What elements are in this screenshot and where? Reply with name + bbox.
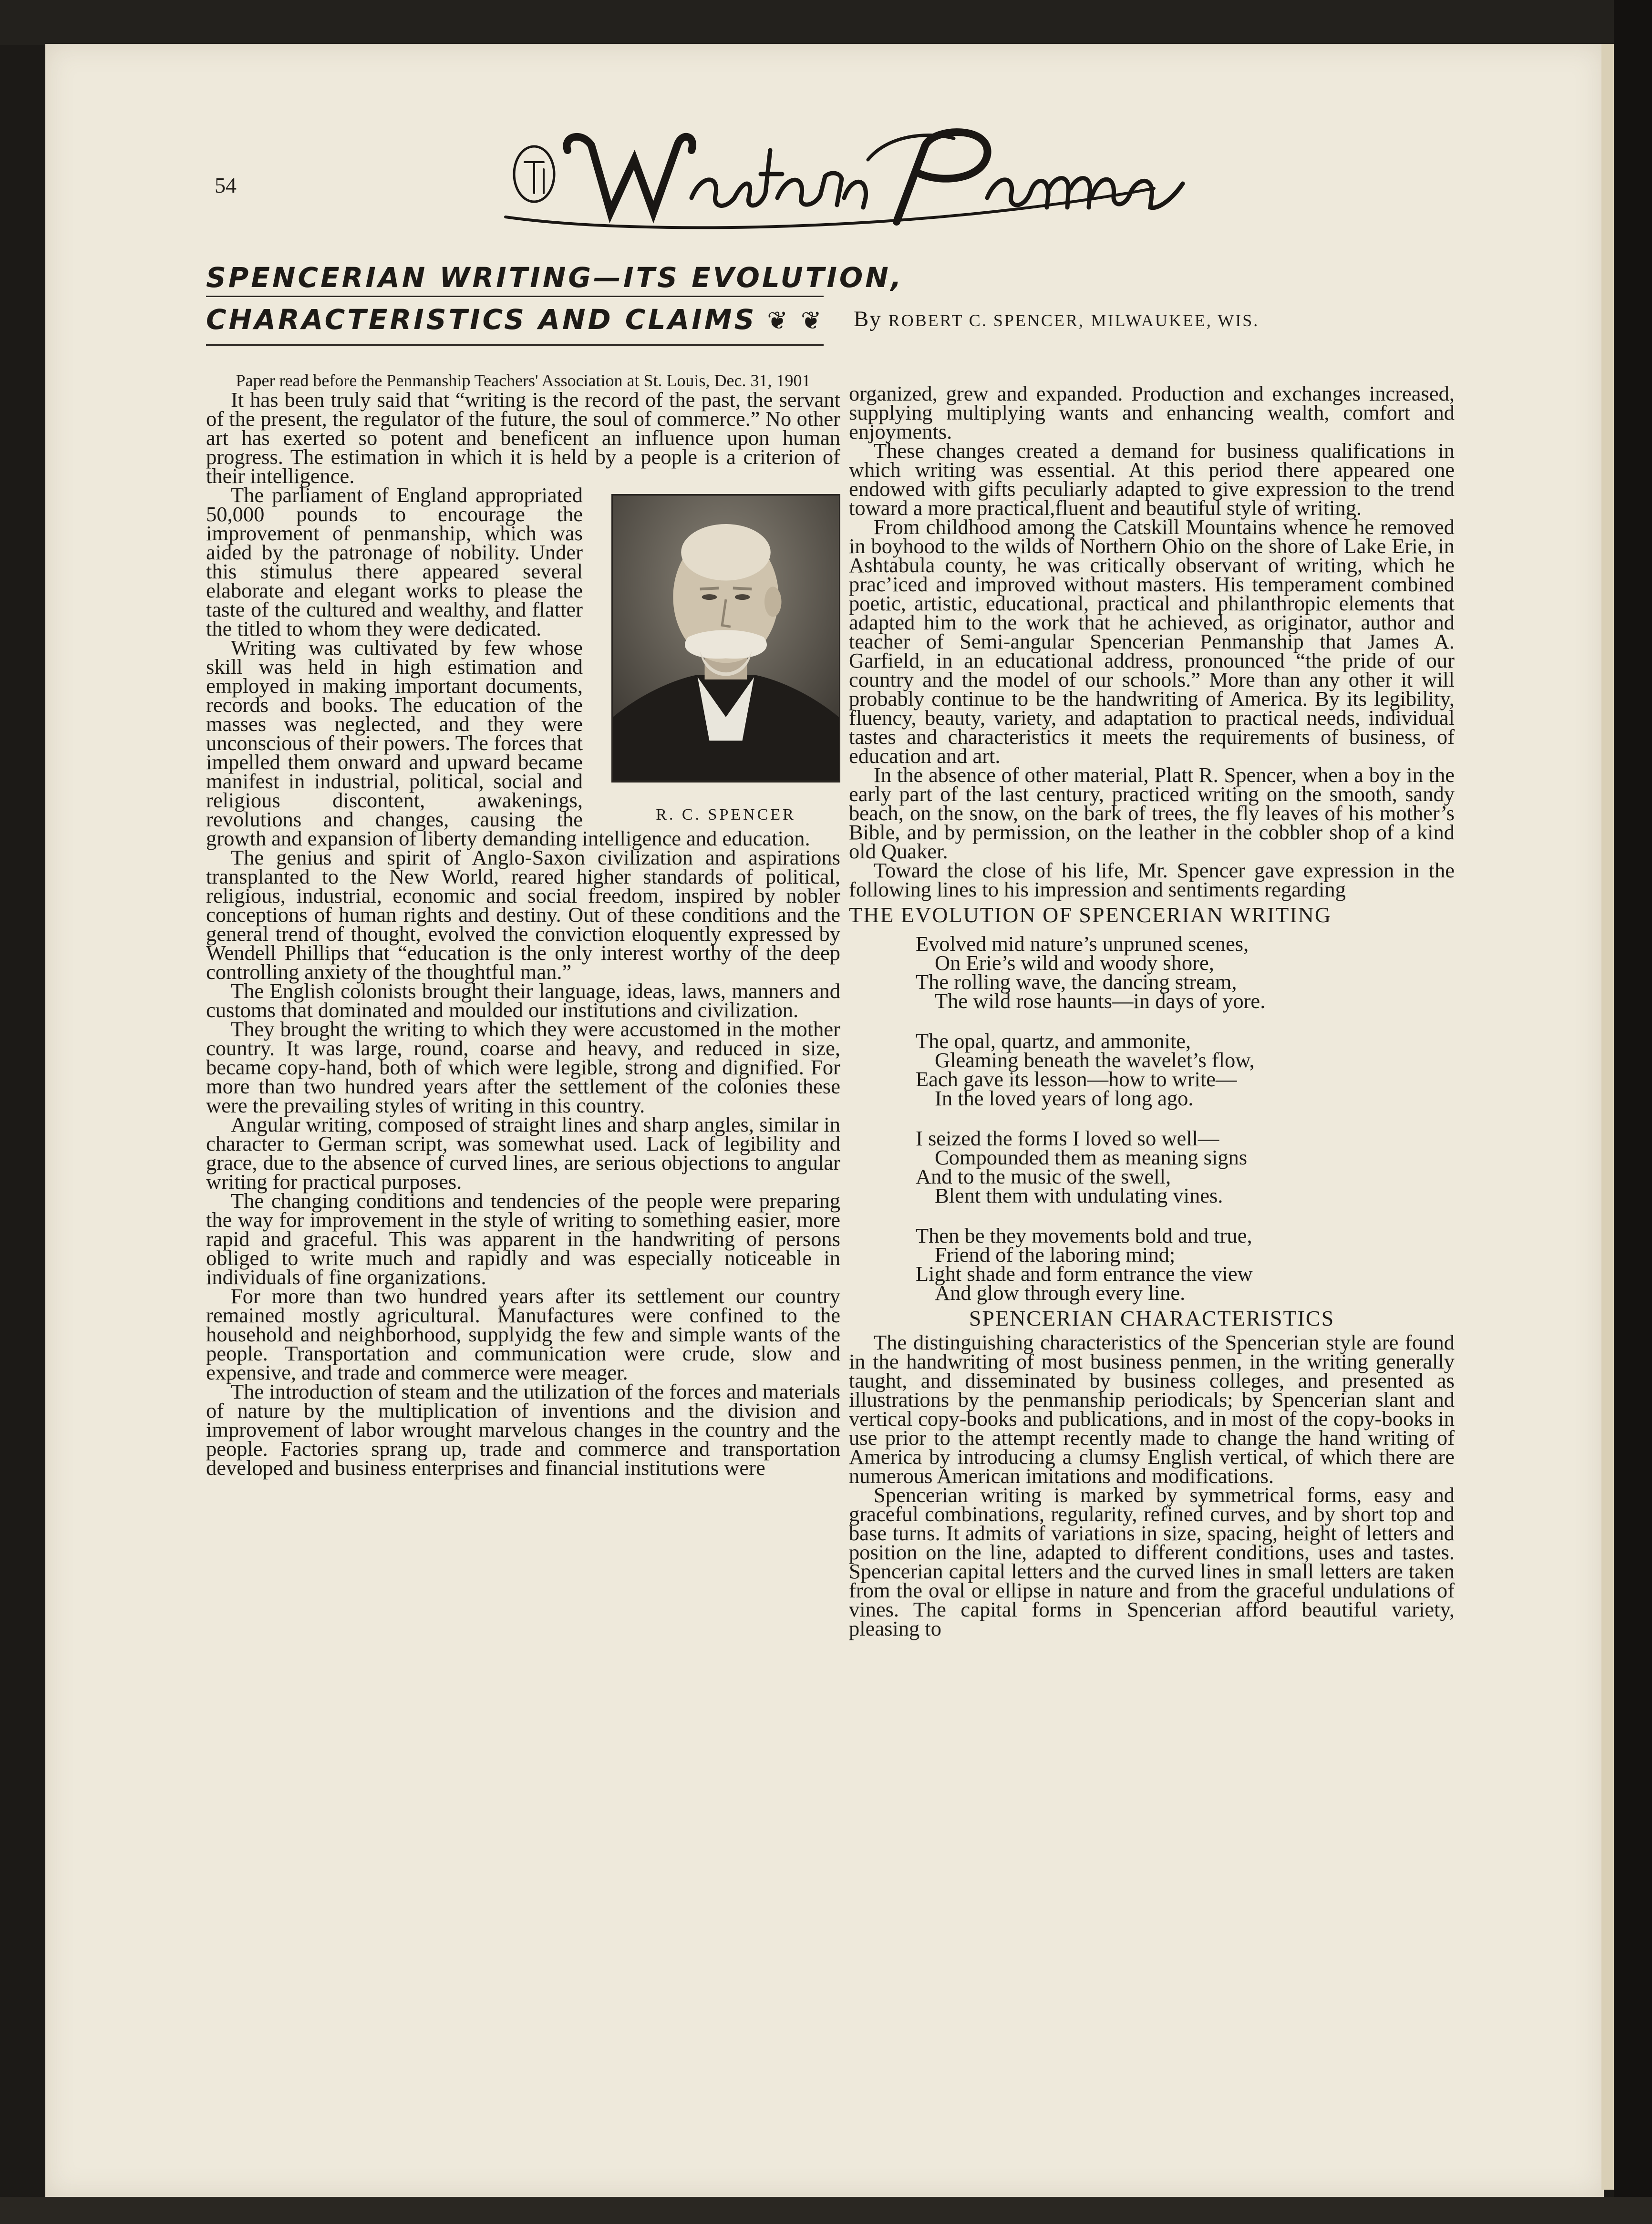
- poem-line: Gleaming beneath the wavelet’s flow,: [935, 1048, 1255, 1072]
- body-paragraph: For more than two hundred years after its settlement our country remained mostly agricultural. Manufactures were confined to the household and neighborhood, supplyidg the few and simple wants of the people. Transportation and communication were crude, slow and expensive, and trade and commerce were meager.: [206, 1284, 840, 1384]
- article-title-line-2: [206, 303, 824, 336]
- byline: [854, 306, 1259, 332]
- body-paragraph: Toward the close of his life, Mr. Spencer gave expression in the following lines to his impression and sentiments regarding: [849, 858, 1455, 901]
- masthead-script-lettering: [496, 117, 1192, 255]
- body-paragraph: organized, grew and expanded. Production and exchanges increased, supplying multiplying wants and enhancing wealth, comfort and enjoyments.: [849, 381, 1455, 443]
- poem-title: THE EVOLUTION OF SPENCERIAN WRITING: [849, 903, 1332, 927]
- poem-line: Evolved mid nature’s unpruned scenes,: [916, 932, 1249, 956]
- portrait-caption: R. C. SPENCER: [656, 806, 796, 824]
- portrait-figure: [611, 494, 840, 824]
- poem-line: Then be they movements bold and true,: [916, 1224, 1252, 1247]
- portrait-photo: [611, 494, 840, 783]
- title-rule-top: [206, 296, 824, 297]
- body-paragraph: These changes created a demand for business qualifications in which writing was essential. At this period there appeared one endowed with gifts peculiarly adapted to give expression to the trend toward a more practical,fluent and beautiful style of writing.: [849, 439, 1455, 520]
- presentation-note: Paper read before the Penmanship Teachers' Association at St. Louis, Dec. 31, 1901: [236, 371, 811, 390]
- poem-stanza: [916, 932, 1455, 1013]
- poem-line: And glow through every line.: [935, 1281, 1186, 1305]
- byline-place: MILWAUKEE, WIS.: [1091, 311, 1260, 330]
- poem-line: The wild rose haunts—in days of yore.: [935, 989, 1266, 1013]
- body-paragraph: The parliament of England appropriated 50,000 pounds to encourage the improvement of penmanship, which was aided by the patronage of nobility. Under this stimulus there appeared several elaborate and elegant works to please the taste of the cultured and wealthy, and flatter the titled to whom they were dedicated.: [206, 483, 583, 640]
- body-paragraph: Angular writing, composed of straight lines and sharp angles, similar in character to German script, was somewhat used. Lack of legibility and grace, due to the absence of curved lines, are serious objections to angular writing for practical purposes.: [206, 1112, 840, 1194]
- body-paragraph: In the absence of other material, Platt R. Spencer, when a boy in the early part of the last century, practiced writing on the smooth, sandy beach, on the snow, on the bark of trees, the fly leaves of his mother’s Bible, and by permission, on the leather in the cobbler shop of a kind old Quaker.: [849, 763, 1455, 863]
- article-title-line-2-text: CHARACTERISTICS AND CLAIMS: [206, 303, 757, 336]
- article-title-line-1: SPENCERIAN WRITING—ITS EVOLUTION,: [206, 261, 904, 294]
- body-paragraph: The introduction of steam and the utilization of the forces and materials of nature by the multiplication of inventions and the division and improvement of labor wrought marvelous changes in the country and the people. Factories sprang up, trade and commerce and transportation developed and business enterprises and financial institutions were: [206, 1380, 840, 1480]
- poem-line: Each gave its lesson—how to write—: [916, 1067, 1237, 1091]
- body-paragraph: It has been truly said that “writing is the record of the past, the servant of the present, the regulator of the future, the soul of commerce.” No other art has exerted so potent and beneficent an influence upon human progress. The estimation in which it is held by a people is a criterion of their intelligence.: [206, 388, 840, 488]
- poem-line: The rolling wave, the dancing stream,: [916, 970, 1237, 994]
- poem-stanza: [916, 1031, 1455, 1108]
- body-paragraph: Spencerian writing is marked by symmetrical forms, easy and graceful combinations, regularity, refined curves, and by short top and base turns. It admits of variations in size, spacing, height of letters and position on the line, adapted to different conditions, uses and tastes. Spencerian capital letters and the curved lines in small letters are taken from the oval or ellipse in nature and from the graceful undulations of vines. The capital forms in Spencerian afford beautiful variety, pleasing to: [849, 1483, 1455, 1640]
- poem-line: The opal, quartz, and ammonite,: [916, 1029, 1191, 1053]
- body-paragraph: The distinguishing characteristics of the Spencerian style are found in the handwriting of most business penmen, in the writing generally taught, and disseminated by business colleges, and presented as illustrations by the penmanship periodicals; by Spencerian slant and vertical copy-books and publications, and in most of the copy-books in use prior to the attempt recently made to change the hand writing of America by introducing a clumsy English vertical, of which there are numerous American imitations and modifications.: [849, 1330, 1455, 1488]
- byline-author: ROBERT C. SPENCER,: [888, 311, 1084, 330]
- poem-line: Light shade and form entrance the view: [916, 1262, 1253, 1286]
- page-number: 54: [215, 173, 237, 197]
- poem-stanza: [916, 1126, 1455, 1207]
- poem-line: I seized the forms I loved so well—: [916, 1126, 1219, 1150]
- body-paragraph: Writing was cultivated by few whose skill was held in high estimation and employed in making important documents, records and books. The education of the masses was neglected, and they were unconscious of their powers. The forces that impelled them onward and upward became manifest in industrial, political, social and religious discontent, awakenings, revolutions and changes, causing the growth and expansion of liberty demanding intelligence and education.: [206, 636, 810, 850]
- leaf-ornament-icon: ❦: [800, 307, 824, 335]
- body-paragraph: The English colonists brought their language, ideas, laws, manners and customs that dominated and moulded our institutions and civilization.: [206, 979, 840, 1022]
- byline-prefix: By: [854, 307, 882, 331]
- body-paragraph: The changing conditions and tendencies of the people were preparing the way for improvement in the style of writing to something easier, more rapid and graceful. This was apparent in the handwriting of persons obliged to write much and rapidly and was especially noticeable in individuals of fine organizations.: [206, 1189, 840, 1289]
- scan-background-bottom: [0, 2197, 1652, 2224]
- poem-line: Compounded them as meaning signs: [935, 1145, 1248, 1169]
- article-column-right: [849, 381, 1455, 1640]
- portrait-image: [613, 495, 839, 781]
- body-paragraph: From childhood among the Catskill Mountains whence he removed in boyhood to the wilds of Northern Ohio on the shore of Lake Erie, in Ashtabula county, he was critically observant of writing, which he prac’iced and improved without masters. His temperament combined poetic, artistic, educational, practical and philanthropic elements that adapted him to the work that he achieved, as originator, author and teacher of Semi-angular Spencerian Penmanship that James A. Garfield, in an educational address, pronounced “the pride of our country and the model of our schools.” More than any other it will probably continue to be the handwriting of America. By its legibility, fluency, beauty, variety, and adaptation to practical needs, individual tastes and characteristics it meets the requirements of business, of education and art.: [849, 515, 1455, 768]
- section-heading: SPENCERIAN CHARACTERISTICS: [969, 1306, 1335, 1330]
- article-column-left: [206, 371, 840, 1480]
- poem-line: Friend of the laboring mind;: [935, 1243, 1176, 1266]
- body-paragraph: The genius and spirit of Anglo-Saxon civilization and aspirations transplanted to the New World, reared higher standards of political, religious, industrial, economic and social freedom, inspired by nobler conceptions of human rights and destiny. Out of these conditions and the general trend of thought, evolved the conviction eloquently expressed by Wendell Phillips that “education is the only interest worthy of the deep controlling anxiety of the thoughtful man.”: [206, 845, 840, 984]
- poem-line: Blent them with undulating vines.: [935, 1184, 1223, 1207]
- poem-stanza: [916, 1224, 1455, 1305]
- scan-background-top: [0, 0, 1652, 45]
- title-rule-bottom: [206, 344, 824, 346]
- poem-line: On Erie’s wild and woody shore,: [935, 951, 1214, 975]
- book-spine-edge: [1614, 0, 1652, 2224]
- masthead-logo: [496, 117, 1192, 255]
- body-paragraph: They brought the writing to which they were accustomed in the mother country. It was large, round, coarse and heavy, and reduced in size, became copy-hand, both of which were legible, strong and dignified. For more than two hundred years after the settlement of the colonies these were the prevailing styles of writing in this country.: [206, 1017, 840, 1117]
- next-page-edge: [1601, 44, 1614, 2190]
- leaf-ornament-icon: ❦: [767, 307, 790, 335]
- poem-line: And to the music of the swell,: [916, 1164, 1171, 1188]
- poem-line: In the loved years of long ago.: [935, 1086, 1194, 1110]
